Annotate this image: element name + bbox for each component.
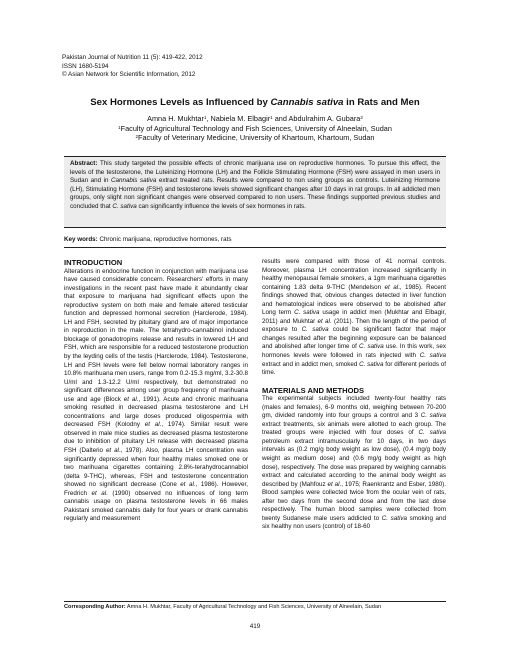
author-block (40, 114, 470, 143)
text-run: . (2011). Then the length of the period of exposure to (262, 317, 446, 334)
journal-copyright: © Asian Network for Scientific Information, 2012 (62, 71, 196, 79)
species-name: C. sativa (418, 429, 446, 437)
species-name: C. sativa (294, 309, 320, 317)
species-name: C. sativa (359, 343, 384, 351)
text-run: use. In this work, sex hormones levels were followed in rats injected with (262, 343, 446, 360)
corresponding-label: Corresponding Author: (64, 604, 126, 610)
text-run: petroleum extract intramuscularly for 10 days, in two days intervals as (0.2 mg/g body weight as low dose), (0.4 mg/g body weight as medium dose) and (0.6 mg/g body weight as high dose), respectively. The dose was prepared by weighing cannabis extract and calculated according to the animal body weight as described by (Mahfouz (262, 437, 446, 488)
text-run: ., 1985). Recent findings showed that, obvious changes detected in liver function and hematological indices were observed to be abolished after Long term (262, 283, 446, 317)
affiliation-mark: 1 (203, 115, 207, 120)
text-run: ., 1978). Also, plasma LH concentration was significantly depressed when four healthy males smoked one or two marihuana cigarettes containing 2.8%-terahydrocannabiol (delta 9-THC), whereas, FSH and testosterone concentration showed no significant decrease (Cone (64, 446, 248, 489)
journal-issn: ISSN 1680-5194 (62, 62, 109, 70)
text-run: could be significant factor that major changes resulted after the beginning exposure can be balanced and abolished after longer time of (262, 326, 446, 351)
left-column (64, 258, 248, 524)
text-run: usage in addict men (Mukhtar and Elbagir, 2011) and Mukhtar (262, 309, 446, 325)
abstract-part: can significantly influence the levels of sex hormones in rats. (136, 202, 306, 210)
text-run: The experimental subjects included twenty-four healthy rats (males and females), 6-9 months old, weighing between 70-200 gm, divided randomly into four groups a control and 3 (262, 395, 446, 420)
title-prefix: Sex Hormones Levels as Influenced by (90, 97, 271, 108)
journal-citation: Pakistan Journal of Nutrition 11 (5): 419-422, 2012 (62, 54, 203, 61)
corresponding-text: Amna H. Mukhtar, Faculty of Agricultural Technology and Fish Sciences, University of Alneelain, Sudan (125, 604, 382, 610)
species-name: C. sativa (419, 352, 446, 360)
introduction-paragraph (64, 268, 248, 524)
keywords-text: Chronic marijuana, reproductive hormones, rats (97, 236, 232, 243)
text-run: . (1990) observed no influences of long term cannabis usage on plasma testosterone levels in 66 males Pakistani smoked cannabis daily for four years or drank cannabis regularly and measurement (64, 489, 248, 523)
species-name: C. sativa (420, 412, 446, 420)
footer-divider (64, 601, 446, 602)
abstract-part: extract treated rats. Results were compared to non using groups as controls. Luteinizing Hormone (LH), Stimulating Hormone (FSH) and testosterone levels showed significant changes after 10 days in rat groups. In all addicted men groups, only slight non significant changes were observed compared to non users. These findings supported previous studies and concluded that (70, 177, 440, 210)
affiliation-mark: 1 (270, 115, 273, 120)
text-run: smoking and six healthy non users (control) of 18-60 (262, 514, 446, 531)
introduction-heading: INTRODUCTION (64, 258, 123, 267)
et-al: et al (327, 480, 340, 488)
et-al: et al (180, 481, 194, 489)
title-species: Cannabis sativa (270, 97, 344, 108)
et-al: et al (144, 421, 160, 429)
species-name: Cannabis sativa (111, 177, 157, 185)
affiliation-mark: 2 (135, 134, 139, 140)
introduction-continued (262, 258, 446, 378)
title-suffix: in Rats and Men (343, 97, 420, 108)
text-run: ., 1986). However, Fredrich (64, 481, 248, 497)
species-name: C. sativa (381, 514, 407, 522)
page-number: 419 (249, 623, 261, 630)
affiliation-2 (40, 133, 470, 143)
text-run: results were compared with those of 41 normal controls. Moreover, plasma LH concentration increased significantly in healthy menopausal female smokers, a 1gm marihuana cigarettes containing 1.83 delta 9-THC (Mendelson (262, 258, 446, 291)
text-run: extract treatments, six animals were allotted to each group. The treated groups were injected with four doses of (262, 420, 446, 437)
right-column (262, 258, 446, 532)
keywords-label: Key words: (64, 236, 98, 243)
author-name: Amna H. Mukhtar (147, 114, 204, 123)
species-name: C. sativa (359, 360, 384, 368)
text-run: ., 1991). Acute and chronic marihuana smoking resulted in decreased plasma testosterone and LH concentrations and large doses produced oligospermia with decreased FSH (Kolodny (64, 395, 248, 429)
et-al: et al (384, 283, 399, 291)
text-run: extract and in addict men, smoked (262, 360, 360, 368)
text-run: for different periods of time. (262, 360, 446, 377)
keywords-line (64, 236, 446, 245)
abstract-box (64, 156, 446, 228)
et-al: et al (123, 395, 137, 403)
section-gap (262, 378, 446, 386)
species-name: C. sativa (112, 202, 137, 210)
affiliation-mark: 1 (118, 124, 121, 130)
et-al: et al (317, 317, 330, 325)
et-al: et al (91, 489, 107, 497)
corresponding-author (64, 604, 446, 612)
author-name: , Nabiela M. Elbagir (206, 114, 271, 123)
text-run: ., 1975; Raenkrantz and Esber, 1980). Blood samples were collected twice from the ocular vein of rats, after two days from the second dose and from the last dose respectively. The human blood samples were collected from twenty Sudanese male users addicted to (262, 480, 447, 522)
affiliation-mark: 2 (360, 115, 363, 120)
author-name: and Abdulrahim A. Gubara (272, 114, 361, 123)
et-al: et al (105, 446, 119, 454)
abstract-label: Abstract: (70, 160, 98, 167)
keywords-divider (64, 247, 446, 248)
affiliation-text: Faculty of Veterinary Medicine, University of Khartoum, Khartoum, Sudan (138, 133, 375, 143)
affiliation-text: Faculty of Agricultural Technology and Fish Sciences, University of Alneelain, Sudan (120, 123, 392, 133)
text-run: Alterations in endocrine function in conjunction with marijuana use have caused considerable concern. Researchers' efforts in many investigations in the recent past have made it abundantly clear that exposure to marijuana had significant effects upon the reproductive system on both male and female altered testicular function and depressed hormonal secretion (Harclerode, 1984). LH and FSH, secreted by pituitary gland are of major importance in reproduction in the male. The tetrahydro-cannabinol induced blockage of gonadotropins release and results in lowered LH and FSH, which are responsible for a reduced testosterone production by the leyding cells of the testis (Harclerode, 1984). Testosterone, LH and FSH levels were fell below normal laboratory ranges in 10.8% marihuana men users, range from 0.2-15.3 mg/ml, 3.2-30.8 U/ml and 1.3-12.2 U/ml respectively, but demonstrated no significant differences among user group frequency of marihuana use and age (Block (64, 267, 248, 403)
abstract-part: This study targeted the possible effects of chronic marijuana use on reproductive hormones. To pursue this effect, the levels of the testosterone, the Luteinizing Hormone (LH) and the Follicle Stimulating Hormone (FSH) were assayed in men users in Sudan and in (70, 160, 440, 185)
text-run: ., 1974). Similar result were observed in male mice studies as decreased plasma testosterone due to inhibition of pituitary LH release with decreased plasma FSH (Dalterio (64, 421, 248, 454)
methods-heading: MATERIALS AND METHODS (262, 385, 365, 395)
species-name: C. sativa (301, 326, 329, 334)
abstract-text (70, 160, 440, 211)
paper-title (40, 97, 470, 109)
affiliation-1 (40, 124, 470, 134)
author-list (40, 114, 470, 124)
methods-paragraph (262, 395, 446, 532)
journal-header (62, 54, 203, 80)
